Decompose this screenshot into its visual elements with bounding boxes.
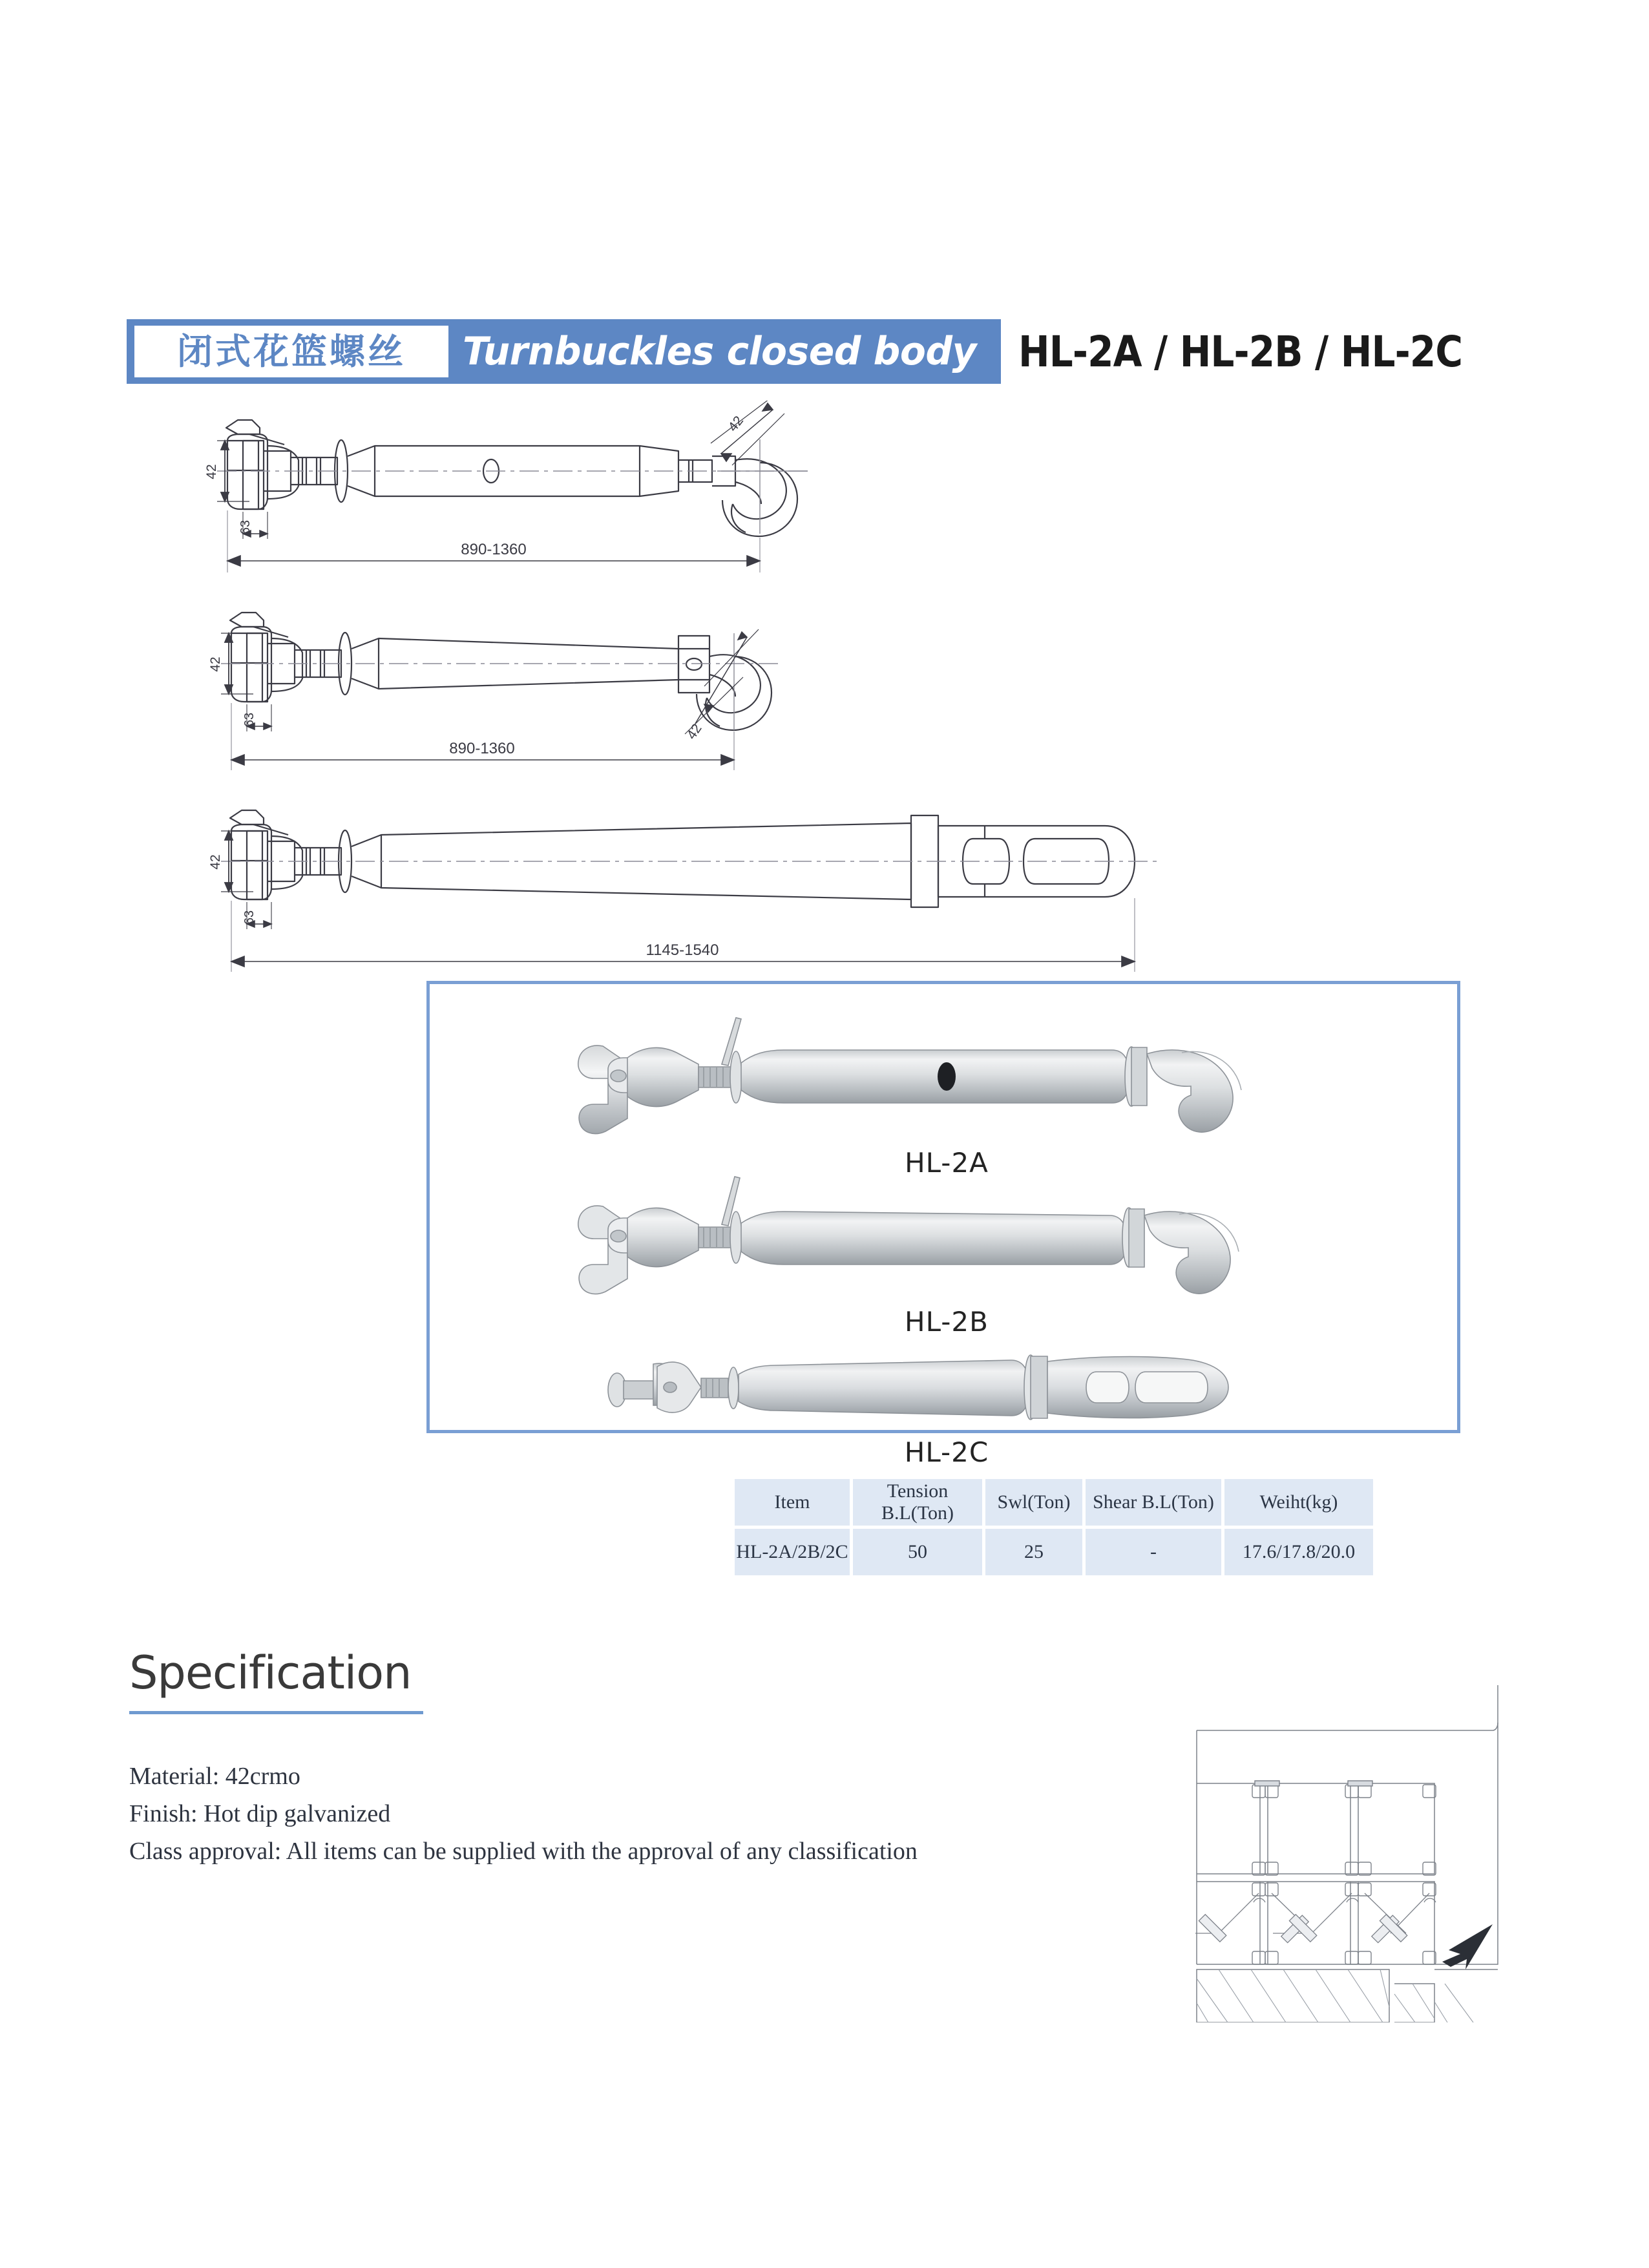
col-header-weight: Weiht(kg): [1224, 1479, 1373, 1526]
photo-label-hl-2b: HL-2B: [905, 1306, 989, 1338]
product-photo-panel: [426, 981, 1460, 1468]
cell-swl: 25: [985, 1529, 1082, 1575]
pointer-arrow: [1442, 1924, 1493, 1969]
photo-hl-2b: [430, 1170, 1464, 1306]
col-header-item: Item: [735, 1479, 850, 1526]
technical-drawings: [187, 401, 1260, 969]
photo-hl-2c: [430, 1327, 1464, 1443]
cell-tension: 50: [853, 1529, 982, 1575]
col-header-tension: Tension B.L(Ton): [853, 1479, 982, 1526]
dim-length-890-1360: 890-1360: [461, 541, 527, 558]
col-header-swl: Swl(Ton): [985, 1479, 1082, 1526]
specification-table: [731, 1476, 1376, 1579]
dim-hook-42: 42: [684, 721, 705, 742]
chinese-title-box: [132, 323, 451, 380]
model-title: HL-2A / HL-2B / HL-2C: [1018, 326, 1463, 377]
specification-lines: [129, 1758, 1163, 1870]
application-diagram: [1157, 1680, 1518, 2022]
dim-length-890-1360: 890-1360: [449, 740, 515, 757]
dim-pin-63: 63: [238, 520, 253, 535]
spec-finish: Finish: Hot dip galvanized: [129, 1800, 391, 1827]
specification-heading: Specification: [129, 1646, 412, 1699]
drawing-hl-2c: [187, 793, 1260, 981]
cell-item: HL-2A/2B/2C: [735, 1529, 850, 1575]
photo-label-hl-2a: HL-2A: [905, 1147, 989, 1179]
chinese-title: 闭式花篮螺丝: [176, 330, 406, 372]
cell-shear: -: [1086, 1529, 1221, 1575]
english-title: Turnbuckles closed body: [463, 329, 976, 374]
table-header-row: [735, 1479, 1373, 1526]
table-row: [735, 1529, 1373, 1575]
col-header-shear: Shear B.L(Ton): [1086, 1479, 1221, 1526]
photo-label-hl-2c: HL-2C: [904, 1436, 989, 1468]
page-header: [127, 319, 1503, 389]
dim-jaw-42: 42: [204, 464, 219, 479]
dim-pin-63: 63: [242, 910, 257, 925]
dim-jaw-42: 42: [208, 656, 223, 672]
drawing-hl-2a: [187, 401, 1260, 588]
drawing-hl-2b: [187, 594, 1260, 782]
photo-hl-2a: [430, 1007, 1464, 1143]
cell-weight: 17.6/17.8/20.0: [1224, 1529, 1373, 1575]
dim-jaw-42: 42: [208, 854, 223, 870]
dim-pin-63: 63: [242, 712, 257, 728]
specification-rule: [129, 1711, 423, 1714]
spec-material: Material: 42crmo: [129, 1763, 300, 1790]
spec-class-approval: Class approval: All items can be supplied with the approval of any classification: [129, 1838, 918, 1865]
dim-hook-42: 42: [725, 413, 747, 435]
dim-length-1145-1540: 1145-1540: [646, 941, 719, 959]
